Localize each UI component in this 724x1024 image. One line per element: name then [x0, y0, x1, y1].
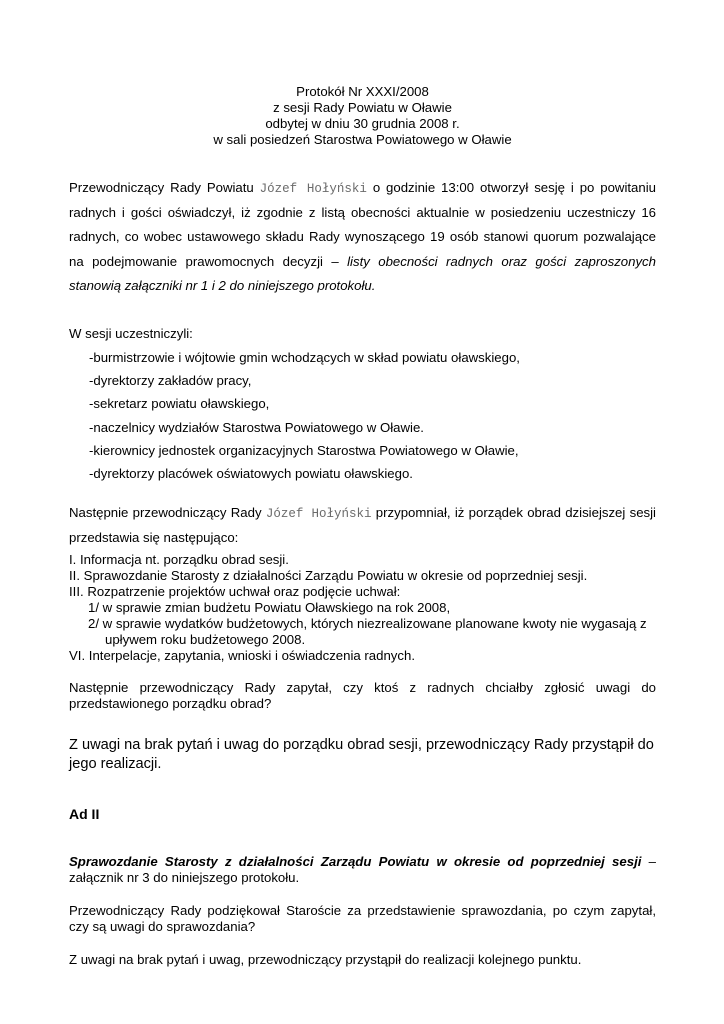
- attendance-item: -dyrektorzy zakładów pracy,: [89, 373, 252, 389]
- agenda-subitem: 2/ w sprawie wydatków budżetowych, których niezrealizowane planowane kwoty nie wygasają z: [88, 615, 647, 631]
- agenda-intro-end: przypomniał, iż porządek obrad dzisiejszej sesji przedstawia się następująco:: [69, 505, 656, 546]
- agenda-intro-start: Następnie przewodniczący Rady: [69, 505, 266, 521]
- agenda-item: II. Sprawozdanie Starosty z działalności Zarządu Powiatu w okresie od poprzedniej sesji.: [69, 567, 588, 583]
- next-point-paragraph: Z uwagi na brak pytań i uwag, przewodniczący przystąpił do realizacji kolejnego punktu.: [69, 951, 582, 967]
- date-line: odbytej w dniu 30 grudnia 2008 r.: [265, 116, 460, 131]
- question-paragraph: Następnie przewodniczący Rady zapytał, czy ktoś z radnych chciałby zgłosić uwagi do przedstawionego porządku obrad?: [69, 679, 656, 711]
- realization-paragraph: Z uwagi na brak pytań i uwag do porządku obrad sesji, przewodniczący Rady przystąpił do jego realizacji.: [69, 736, 654, 772]
- report-attachment: – załącznik nr 3 do niniejszego protokołu.: [69, 853, 656, 885]
- attendance-item: -sekretarz powiatu oławskiego,: [89, 396, 270, 412]
- venue-line: w sali posiedzeń Starostwa Powiatowego w Oławie: [213, 132, 512, 147]
- attachments-note: listy obecności radnych oraz gości zaproszonych stanowią załączniki nr 1 i 2 do niniejszego protokołu.: [69, 253, 656, 293]
- attendance-item: -dyrektorzy placówek oświatowych powiatu oławskiego.: [89, 466, 413, 482]
- opening-text-middle: o godzinie 13:00 otworzył sesję i po powitaniu radnych i gości oświadczył, iż zgodnie z listą obecności aktualnie w posiedzeniu uczestniczy 16 radnych, co wobec ustawowego składu Rady wynoszącego 19 osób stanowi quorum pozwalające na podejmowanie prawomocnych decyzji –: [69, 180, 656, 269]
- agenda-item: III. Rozpatrzenie projektów uchwał oraz podjęcie uchwał:: [69, 583, 401, 599]
- agenda-subitem-continuation: upływem roku budżetowego 2008.: [105, 631, 306, 647]
- agenda-intro-paragraph: [69, 501, 656, 550]
- agenda-item: I. Informacja nt. porządku obrad sesji.: [69, 551, 289, 567]
- agenda-list: [69, 552, 656, 664]
- chairman-name: Józef Hołyński: [259, 182, 367, 196]
- agenda-item: VI. Interpelacje, zapytania, wnioski i oświadczenia radnych.: [69, 647, 415, 663]
- section-heading: Ad II: [69, 805, 100, 822]
- opening-text-start: Przewodniczący Rady Powiatu: [69, 180, 260, 195]
- document-body: [69, 84, 656, 968]
- document-header: [69, 84, 656, 148]
- attendance-list: [89, 346, 656, 485]
- agenda-subitem: 1/ w sprawie zmian budżetu Powiatu Oławskiego na rok 2008,: [88, 599, 451, 615]
- chairman-name: Józef Hołyński: [265, 507, 372, 522]
- opening-paragraph: [69, 176, 656, 298]
- report-title: Sprawozdanie Starosty z działalności Zarządu Powiatu w okresie od poprzedniej sesji: [69, 853, 642, 869]
- protocol-title: Protokół Nr XXXI/2008: [296, 84, 429, 99]
- attendance-item: -kierownicy jednostek organizacyjnych Starostwa Powiatowego w Oławie,: [89, 442, 519, 458]
- attendance-title: W sesji uczestniczyli:: [69, 326, 193, 342]
- attendance-item: -burmistrzowie i wójtowie gmin wchodzących w skład powiatu oławskiego,: [89, 350, 520, 366]
- thanks-paragraph: Przewodniczący Rady podziękował Staroście za przedstawienie sprawozdania, po czym zapytał, czy są uwagi do sprawozdania?: [69, 902, 656, 934]
- report-paragraph: [69, 854, 656, 886]
- session-line: z sesji Rady Powiatu w Oławie: [273, 100, 452, 115]
- attendance-item: -naczelnicy wydziałów Starostwa Powiatowego w Oławie.: [89, 419, 424, 435]
